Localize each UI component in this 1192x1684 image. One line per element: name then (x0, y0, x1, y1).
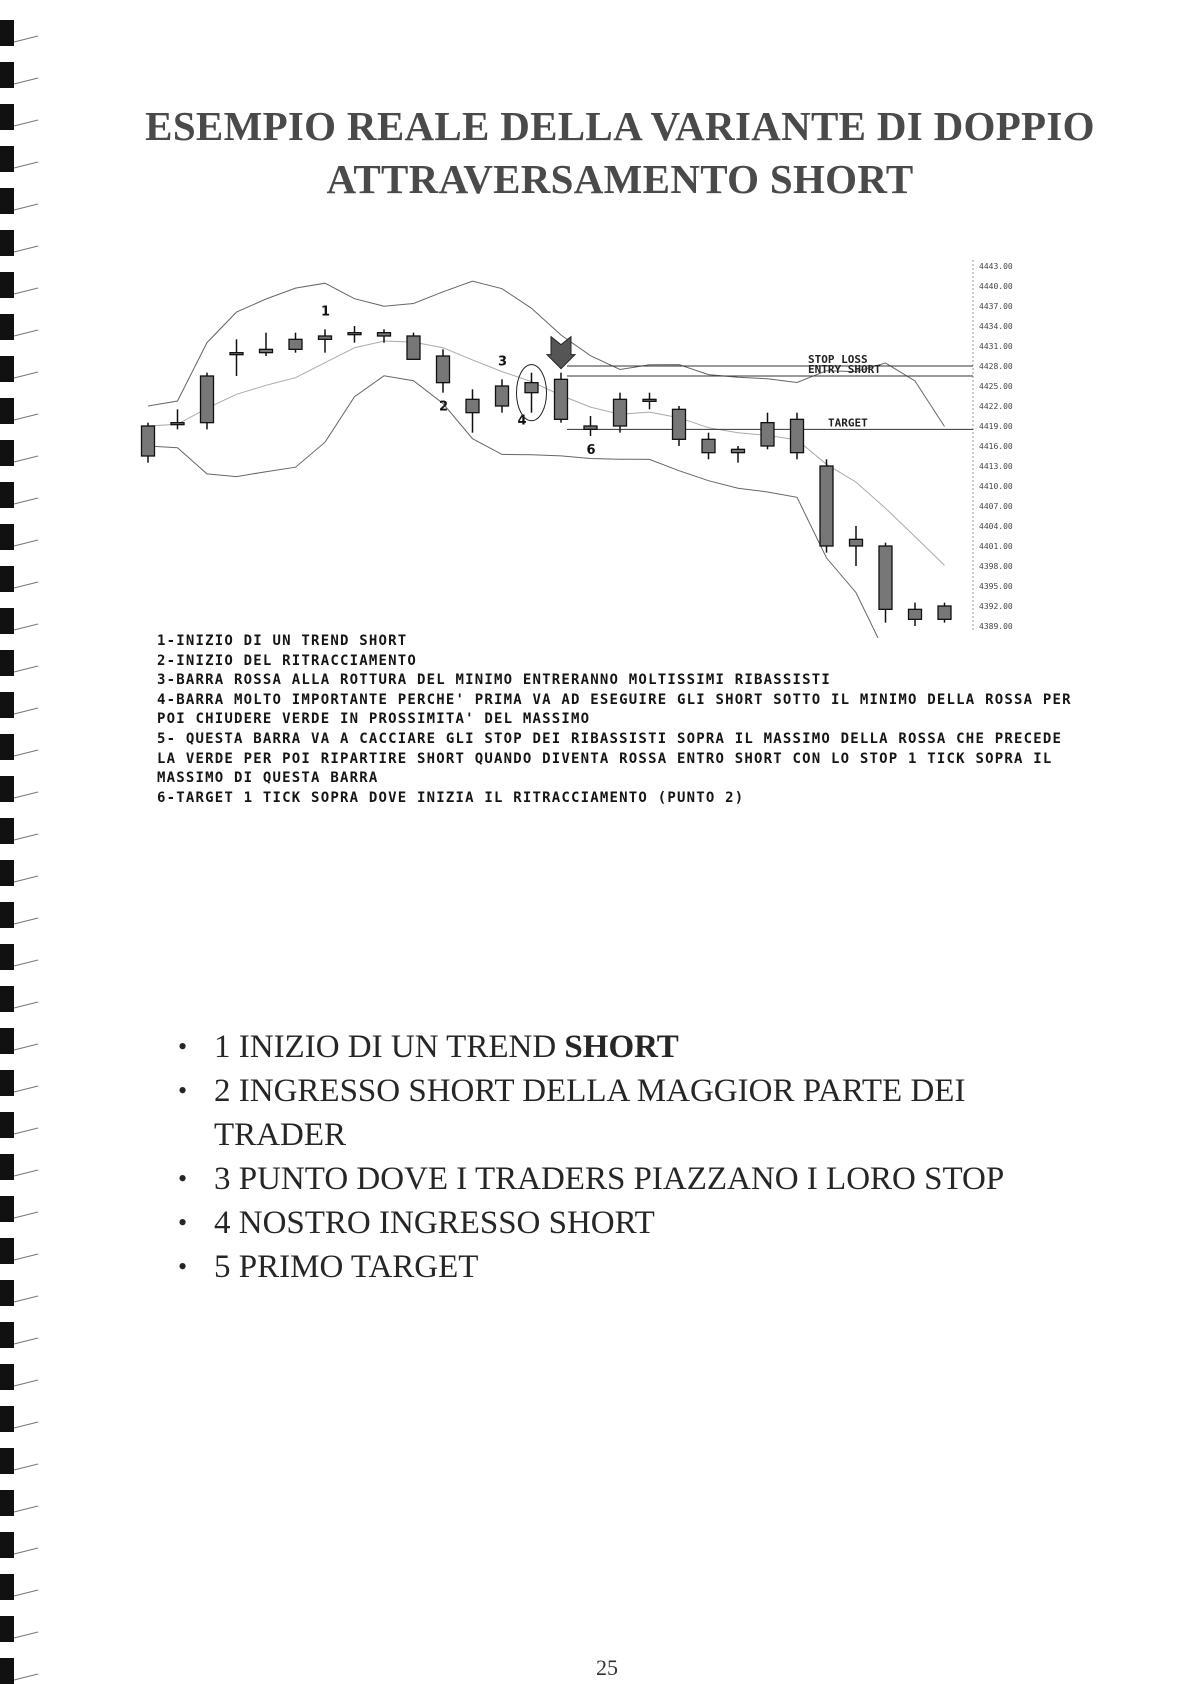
binding-hole (0, 1616, 14, 1642)
candle-body (820, 466, 833, 546)
binding-ring-mark (14, 540, 38, 546)
candle-body (761, 423, 774, 446)
list-item: • 2 INGRESSO SHORT DELLA MAGGIOR PARTE DEI TRADER (178, 1069, 1038, 1157)
binding-ring-mark (14, 1632, 38, 1638)
caption-line: 5- QUESTA BARRA VA A CACCIARE GLI STOP DEI RIBASSISTI SOPRA IL MASSIMO DELLA ROSSA CHE PRECEDE LA VERDE PER POI RIPARTIRE SHORT QUANDO DIVENTA ROSSA ENTRO SHORT CON LO STOP 1 TICK SOPRA IL MASSIMO DI QUESTA BARRA (157, 730, 1063, 787)
binding-hole (0, 1238, 14, 1264)
binding-ring-mark (14, 1674, 38, 1680)
annotation-label: 2 (439, 399, 449, 415)
binding-ring-mark (14, 78, 38, 84)
candle-body (555, 379, 568, 419)
y-tick-label: 4416.00 (979, 442, 1013, 451)
binding-hole (0, 1574, 14, 1600)
candle-body (201, 376, 214, 423)
binding-hole (0, 1112, 14, 1138)
binding-ring-mark (14, 1044, 38, 1050)
binding-ring-mark (14, 708, 38, 714)
binding-ring-mark (14, 1296, 38, 1302)
binding-ring-mark (14, 414, 38, 420)
list-item: • 3 PUNTO DOVE I TRADERS PIAZZANO I LORO STOP (178, 1157, 1038, 1201)
binding-ring-mark (14, 162, 38, 168)
binding-ring-mark (14, 330, 38, 336)
y-tick-label: 4413.00 (979, 462, 1013, 471)
binding-hole (0, 1406, 14, 1432)
binding-hole (0, 860, 14, 886)
title-line-2: ATTRAVERSAMENTO SHORT (326, 156, 914, 202)
binding-hole (0, 20, 14, 46)
binding-hole (0, 1070, 14, 1096)
candle-body (879, 546, 892, 609)
binding-ring-mark (14, 792, 38, 798)
y-tick-label: 4419.00 (979, 422, 1013, 431)
y-tick-label: 4407.00 (979, 502, 1013, 511)
candle-body (584, 426, 597, 429)
binding-ring-mark (14, 1254, 38, 1260)
binding-ring-mark (14, 204, 38, 210)
caption-line: 6-TARGET 1 TICK SOPRA DOVE INIZIA IL RITRACCIAMENTO (PUNTO 2) (157, 789, 745, 806)
binding-ring-mark (14, 1590, 38, 1596)
level-label: ENTRY SHORT (808, 363, 881, 376)
binding-ring-mark (14, 624, 38, 630)
list-item: • 4 NOSTRO INGRESSO SHORT (178, 1201, 1038, 1245)
binding-ring-mark (14, 666, 38, 672)
binding-ring-mark (14, 1086, 38, 1092)
caption-line: 1-INIZIO DI UN TREND SHORT (157, 633, 408, 649)
candle-body (230, 353, 243, 355)
candle-body (319, 336, 332, 339)
list-item: • 1 INIZIO DI UN TREND SHORT (178, 1025, 1038, 1069)
candlestick-chart (128, 258, 1068, 638)
binding-ring-mark (14, 1380, 38, 1386)
candle-body (466, 399, 479, 412)
binding-hole (0, 482, 14, 508)
binding-hole (0, 1028, 14, 1054)
annotation-label: 3 (498, 354, 508, 370)
y-tick-label: 4395.00 (979, 582, 1013, 591)
candle-body (496, 386, 509, 406)
candle-body (938, 606, 951, 619)
candle-body (378, 333, 391, 336)
binding-hole (0, 1280, 14, 1306)
binding-ring-mark (14, 1422, 38, 1428)
binding-hole (0, 1490, 14, 1516)
title-line-1: ESEMPIO REALE DELLA VARIANTE DI DOPPIO (145, 103, 1095, 149)
annotation-label: 6 (586, 443, 596, 458)
binding-hole (0, 62, 14, 88)
y-tick-label: 4410.00 (979, 482, 1013, 491)
binding-ring-mark (14, 1506, 38, 1512)
binding-hole (0, 440, 14, 466)
list-item: • 5 PRIMO TARGET (178, 1245, 1038, 1289)
binding-ring-mark (14, 120, 38, 126)
candle-body (732, 449, 745, 452)
page-title (100, 100, 1140, 206)
binding-ring-mark (14, 876, 38, 882)
annotation-label: 4 (517, 413, 527, 429)
binding-hole (0, 650, 14, 676)
candle-body (525, 383, 538, 393)
candle-body (260, 349, 273, 352)
binding-ring-mark (14, 750, 38, 756)
binding-hole (0, 1196, 14, 1222)
binding-ring-mark (14, 1128, 38, 1134)
candle-body (142, 426, 155, 456)
level-label: STOP LOSS (808, 353, 868, 366)
y-tick-label: 4392.00 (979, 602, 1013, 611)
binding-hole (0, 1364, 14, 1390)
y-tick-label: 4428.00 (979, 362, 1013, 371)
level-label: TARGET (828, 416, 868, 430)
down-arrow-icon (547, 337, 575, 369)
binding-hole (0, 398, 14, 424)
y-tick-label: 4401.00 (979, 542, 1013, 551)
binding-hole (0, 608, 14, 634)
chart-caption (157, 632, 1077, 808)
binding-ring-mark (14, 288, 38, 294)
annotation-label: 1 (321, 304, 331, 320)
y-tick-label: 4434.00 (979, 322, 1013, 331)
caption-line: 2-INIZIO DEL RITRACCIAMENTO (157, 652, 417, 669)
candle-body (171, 423, 184, 425)
binding-hole (0, 1532, 14, 1558)
binding-ring-mark (14, 1464, 38, 1470)
y-tick-label: 4443.00 (979, 262, 1013, 271)
caption-line: 4-BARRA MOLTO IMPORTANTE PERCHE' PRIMA VA AD ESEGUIRE GLI SHORT SOTTO IL MINIMO DELLA ROSSA PER POI CHIUDERE VERDE IN PROSSIMITA' DEL MASSIMO (157, 691, 1072, 728)
binding-hole (0, 692, 14, 718)
binding-hole (0, 776, 14, 802)
binding-ring-mark (14, 246, 38, 252)
y-tick-label: 4437.00 (979, 302, 1013, 311)
binding-ring-mark (14, 36, 38, 42)
candle-body (702, 439, 715, 452)
binding-hole (0, 986, 14, 1012)
binding-ring-mark (14, 1338, 38, 1344)
binding-hole (0, 818, 14, 844)
binding-hole (0, 314, 14, 340)
binding-ring-mark (14, 834, 38, 840)
binding-hole (0, 1154, 14, 1180)
caption-line: 3-BARRA ROSSA ALLA ROTTURA DEL MINIMO ENTRERANNO MOLTISSIMI RIBASSISTI (157, 672, 832, 689)
candle-body (348, 333, 361, 335)
candle-body (614, 399, 627, 426)
binding-hole (0, 566, 14, 592)
candle-body (909, 609, 922, 619)
binding-ring-mark (14, 918, 38, 924)
candle-body (289, 339, 302, 349)
binding-ring-mark (14, 960, 38, 966)
binding-ring-mark (14, 1002, 38, 1008)
binding-hole (0, 356, 14, 382)
binding-hole (0, 944, 14, 970)
binding-hole (0, 1448, 14, 1474)
y-tick-label: 4398.00 (979, 562, 1013, 571)
binding-hole (0, 524, 14, 550)
binding-hole (0, 272, 14, 298)
binding-hole (0, 1322, 14, 1348)
candle-body (437, 356, 450, 383)
candle-body (791, 419, 804, 452)
binding-hole (0, 1658, 14, 1684)
y-tick-label: 4422.00 (979, 402, 1013, 411)
y-tick-label: 4404.00 (979, 522, 1013, 531)
candle-body (673, 409, 686, 439)
page-number: 25 (596, 1655, 618, 1680)
y-tick-label: 4425.00 (979, 382, 1013, 391)
binding-hole (0, 146, 14, 172)
binding-ring-mark (14, 456, 38, 462)
binding-ring-mark (14, 1170, 38, 1176)
y-tick-label: 4389.00 (979, 622, 1013, 631)
binding-hole (0, 188, 14, 214)
y-tick-label: 4431.00 (979, 342, 1013, 351)
candle-body (407, 336, 420, 359)
candle-body (850, 539, 863, 546)
binding-ring-mark (14, 582, 38, 588)
candle-body (643, 399, 656, 401)
summary-list (178, 1025, 1038, 1289)
binding-ring-mark (14, 372, 38, 378)
binding-ring-mark (14, 1212, 38, 1218)
binding-hole (0, 734, 14, 760)
binding-hole (0, 230, 14, 256)
binding-ring-mark (14, 1548, 38, 1554)
binding-hole (0, 902, 14, 928)
binding-hole (0, 104, 14, 130)
bold-word: SHORT (564, 1029, 679, 1065)
binding-ring-mark (14, 498, 38, 504)
y-tick-label: 4440.00 (979, 282, 1013, 291)
spiral-binding-holes (0, 0, 60, 1684)
